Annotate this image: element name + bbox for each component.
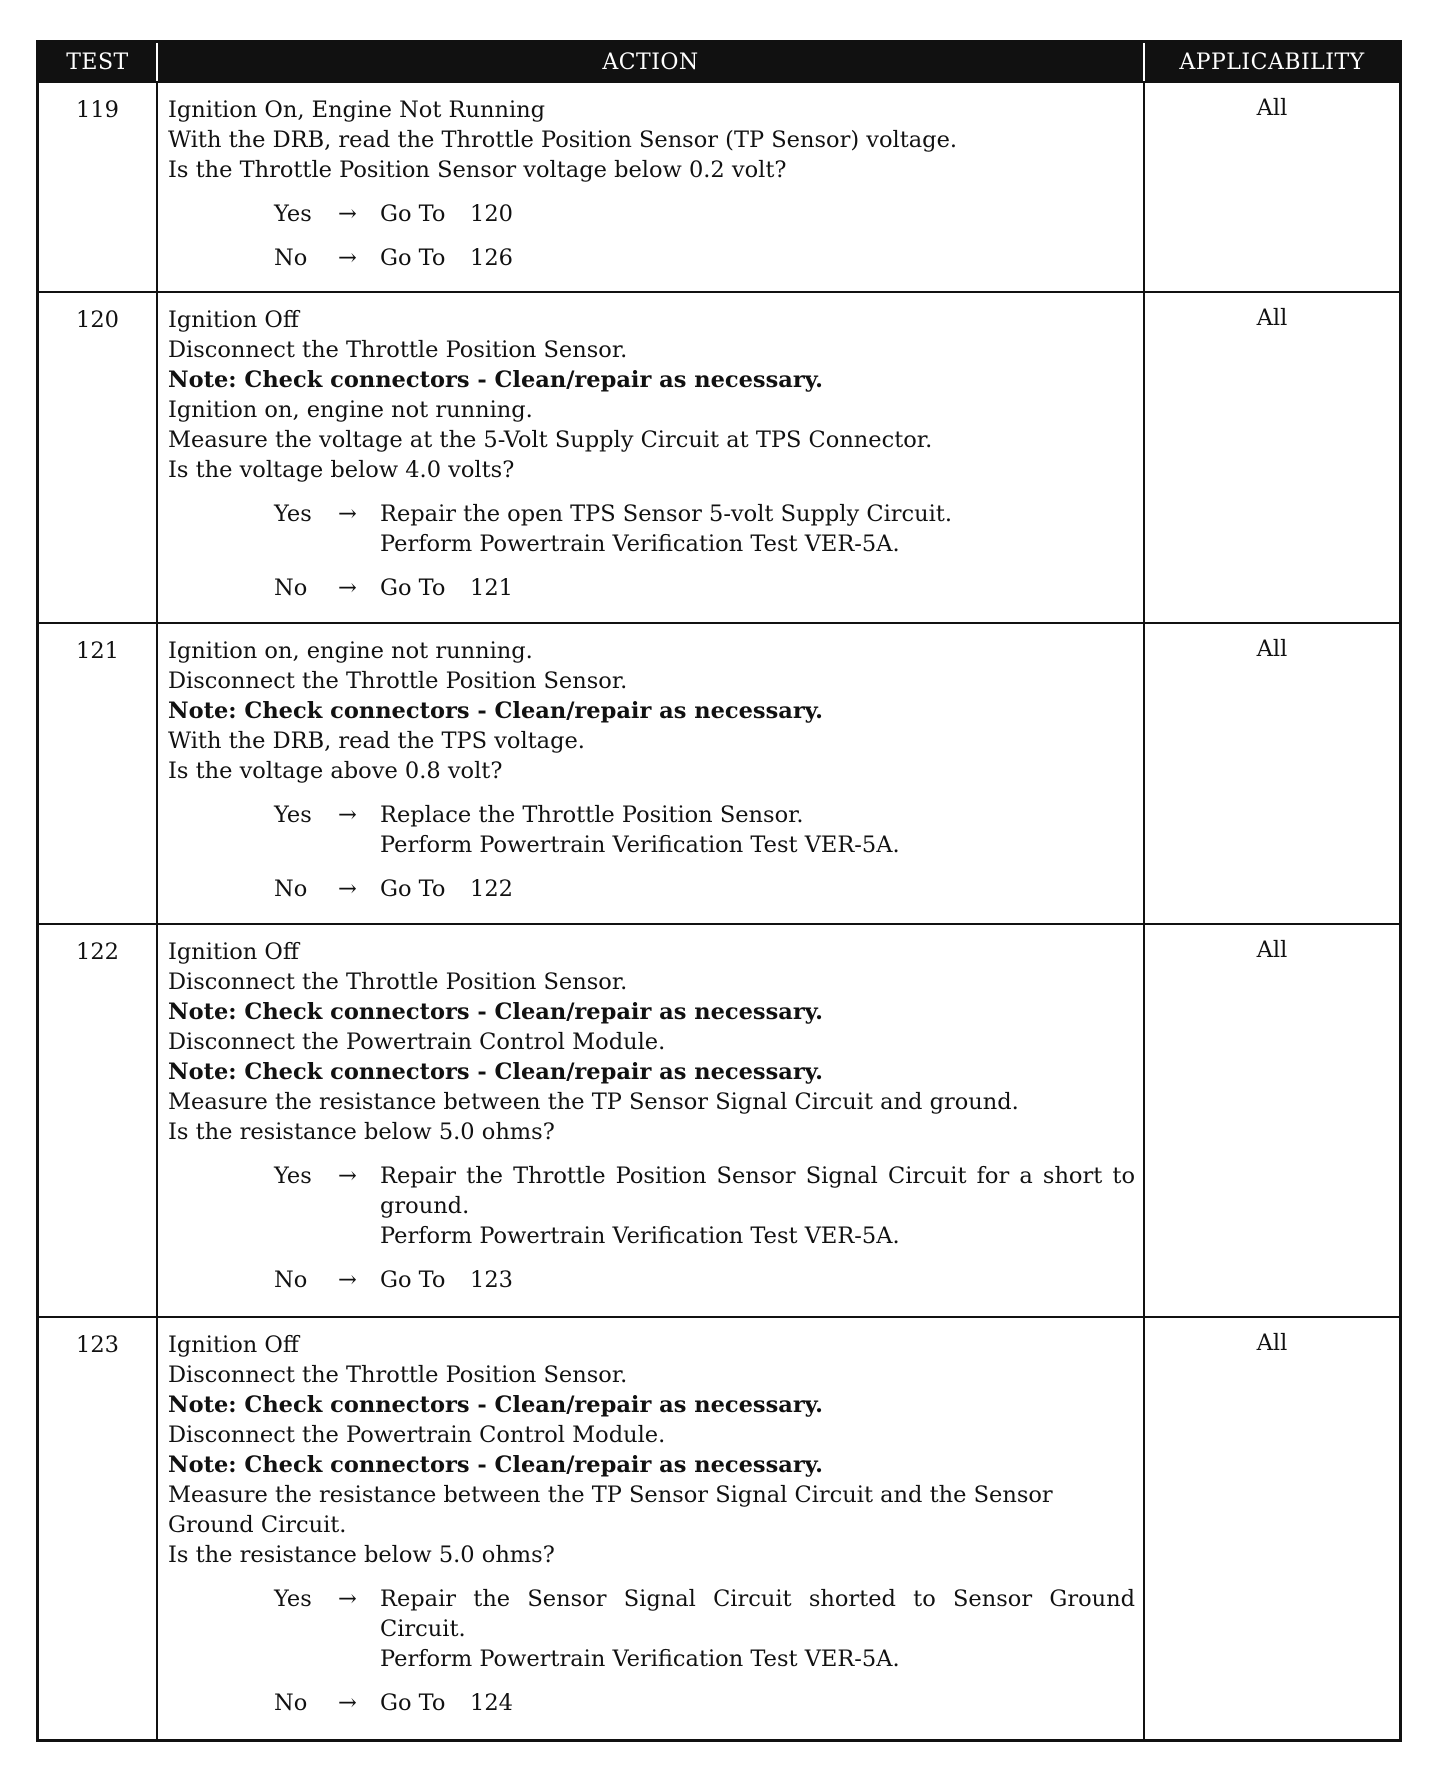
goto-test-number[interactable]: 122 bbox=[470, 876, 513, 903]
applicability-value: All bbox=[1144, 623, 1399, 924]
answer-result bbox=[380, 499, 1135, 559]
action-cell bbox=[157, 924, 1144, 1317]
answer-list bbox=[168, 1161, 1135, 1295]
goto-test-number[interactable]: 126 bbox=[470, 245, 513, 271]
test-row-123 bbox=[39, 1317, 1399, 1739]
diagnostic-procedure-sheet bbox=[36, 40, 1402, 1742]
answer-list bbox=[168, 199, 1135, 273]
right-arrow-icon: → bbox=[338, 802, 357, 829]
answer-result bbox=[380, 1688, 1135, 1718]
note-line: Note: Check connectors - Clean/repair as necessary. bbox=[168, 1059, 823, 1086]
answer-list bbox=[168, 800, 1135, 904]
step-line: Disconnect the Throttle Position Sensor. bbox=[168, 668, 628, 695]
test-number: 123 bbox=[39, 1317, 157, 1739]
test-number: 119 bbox=[39, 82, 157, 292]
answer-result bbox=[380, 1584, 1135, 1674]
action-cell bbox=[157, 292, 1144, 624]
right-arrow-icon: → bbox=[338, 1585, 357, 1612]
goto-label: Go To bbox=[380, 1267, 446, 1294]
step-line: Measure the resistance between the TP Sensor Signal Circuit and the Sensor Ground Circuit. bbox=[168, 1481, 1053, 1538]
header-applicability: APPLICABILITY bbox=[1144, 43, 1399, 82]
step-line: Ignition Off bbox=[168, 306, 299, 333]
answer-yes bbox=[168, 499, 1135, 559]
answer-yes bbox=[168, 800, 1135, 860]
note-line: Note: Check connectors - Clean/repair as necessary. bbox=[168, 1451, 823, 1478]
test-row-119 bbox=[39, 82, 1399, 292]
header-test: TEST bbox=[39, 43, 157, 82]
answer-label: No bbox=[274, 1689, 308, 1716]
test-number: 120 bbox=[39, 292, 157, 624]
header-action: ACTION bbox=[157, 43, 1144, 82]
applicability-value: All bbox=[1144, 924, 1399, 1317]
answer-label: No bbox=[274, 245, 308, 271]
test-number: 121 bbox=[39, 623, 157, 924]
answer-list bbox=[168, 1584, 1135, 1718]
table-body bbox=[39, 82, 1399, 1739]
action-cell bbox=[157, 82, 1144, 292]
right-arrow-icon: → bbox=[338, 201, 357, 227]
result-line: Repair the Throttle Position Sensor Signal Circuit for a short to ground. bbox=[380, 1163, 1135, 1220]
answer-result bbox=[380, 573, 1135, 603]
note-line: Note: Check connectors - Clean/repair as necessary. bbox=[168, 366, 823, 393]
goto-label: Go To bbox=[380, 876, 446, 903]
step-line: Is the voltage below 4.0 volts? bbox=[168, 456, 515, 483]
step-line: Is the Throttle Position Sensor voltage below 0.2 volt? bbox=[168, 157, 787, 183]
applicability-value: All bbox=[1144, 82, 1399, 292]
action-steps bbox=[168, 305, 1135, 485]
result-line: Perform Powertrain Verification Test VER-5A. bbox=[380, 832, 900, 859]
test-row-121 bbox=[39, 623, 1399, 924]
answer-label: Yes bbox=[274, 1163, 312, 1190]
step-line: Disconnect the Powertrain Control Module. bbox=[168, 1029, 666, 1056]
answer-result bbox=[380, 199, 1135, 229]
right-arrow-icon: → bbox=[338, 500, 357, 527]
step-line: Measure the resistance between the TP Sensor Signal Circuit and ground. bbox=[168, 1089, 1019, 1116]
answer-result bbox=[380, 1161, 1135, 1251]
answer-label: Yes bbox=[274, 201, 312, 227]
answer-label: Yes bbox=[274, 1585, 312, 1612]
right-arrow-icon: → bbox=[338, 245, 357, 271]
answer-label: Yes bbox=[274, 500, 312, 527]
step-line: Disconnect the Powertrain Control Module. bbox=[168, 1421, 666, 1448]
answer-label: Yes bbox=[274, 802, 312, 829]
answer-no bbox=[168, 243, 1135, 273]
step-line: Disconnect the Throttle Position Sensor. bbox=[168, 969, 628, 996]
step-line: With the DRB, read the TPS voltage. bbox=[168, 728, 585, 755]
test-row-120 bbox=[39, 292, 1399, 624]
answer-label: No bbox=[274, 574, 308, 601]
result-line: Repair the open TPS Sensor 5-volt Supply Circuit. bbox=[380, 500, 953, 527]
answer-label: No bbox=[274, 1267, 308, 1294]
step-line: Is the resistance below 5.0 ohms? bbox=[168, 1119, 555, 1146]
step-line: Ignition on, engine not running. bbox=[168, 396, 533, 423]
test-row-122 bbox=[39, 924, 1399, 1317]
answer-yes bbox=[168, 1584, 1135, 1674]
answer-result bbox=[380, 800, 1135, 860]
note-line: Note: Check connectors - Clean/repair as necessary. bbox=[168, 1391, 823, 1418]
right-arrow-icon: → bbox=[338, 876, 357, 903]
goto-test-number[interactable]: 120 bbox=[470, 201, 513, 227]
answer-result bbox=[380, 243, 1135, 273]
note-line: Note: Check connectors - Clean/repair as necessary. bbox=[168, 999, 823, 1026]
answer-list bbox=[168, 499, 1135, 603]
action-steps bbox=[168, 1330, 1135, 1570]
step-line: Ignition Off bbox=[168, 1331, 299, 1358]
step-line: Ignition On, Engine Not Running bbox=[168, 97, 546, 123]
answer-no bbox=[168, 573, 1135, 603]
table-header-row bbox=[39, 43, 1399, 82]
goto-test-number[interactable]: 123 bbox=[470, 1267, 513, 1294]
action-cell bbox=[157, 1317, 1144, 1739]
result-line: Replace the Throttle Position Sensor. bbox=[380, 802, 804, 829]
result-line: Perform Powertrain Verification Test VER-5A. bbox=[380, 1223, 900, 1250]
step-line: Ignition Off bbox=[168, 939, 299, 966]
step-line: Is the voltage above 0.8 volt? bbox=[168, 758, 503, 785]
step-line: Is the resistance below 5.0 ohms? bbox=[168, 1541, 555, 1568]
action-steps bbox=[168, 95, 1135, 185]
right-arrow-icon: → bbox=[338, 1689, 357, 1716]
right-arrow-icon: → bbox=[338, 1267, 357, 1294]
answer-no bbox=[168, 1265, 1135, 1295]
answer-result bbox=[380, 874, 1135, 904]
result-line: Repair the Sensor Signal Circuit shorted to Sensor Ground Circuit. bbox=[380, 1585, 1135, 1642]
goto-test-number[interactable]: 124 bbox=[470, 1689, 513, 1716]
step-line: Measure the voltage at the 5-Volt Supply Circuit at TPS Connector. bbox=[168, 426, 933, 453]
action-steps bbox=[168, 636, 1135, 786]
goto-label: Go To bbox=[380, 1689, 446, 1716]
right-arrow-icon: → bbox=[338, 574, 357, 601]
answer-yes bbox=[168, 1161, 1135, 1251]
goto-label: Go To bbox=[380, 245, 446, 271]
answer-yes bbox=[168, 199, 1135, 229]
answer-result bbox=[380, 1265, 1135, 1295]
result-line: Perform Powertrain Verification Test VER-5A. bbox=[380, 1645, 900, 1672]
result-line: Perform Powertrain Verification Test VER-5A. bbox=[380, 530, 900, 557]
answer-no bbox=[168, 1688, 1135, 1718]
diagnostic-table bbox=[39, 43, 1399, 1739]
note-line: Note: Check connectors - Clean/repair as necessary. bbox=[168, 698, 823, 725]
answer-no bbox=[168, 874, 1135, 904]
goto-test-number[interactable]: 121 bbox=[470, 574, 513, 601]
action-cell bbox=[157, 623, 1144, 924]
step-line: Disconnect the Throttle Position Sensor. bbox=[168, 1361, 628, 1388]
goto-label: Go To bbox=[380, 201, 446, 227]
goto-label: Go To bbox=[380, 574, 446, 601]
action-steps bbox=[168, 937, 1135, 1147]
right-arrow-icon: → bbox=[338, 1163, 357, 1190]
step-line: Disconnect the Throttle Position Sensor. bbox=[168, 336, 628, 363]
applicability-value: All bbox=[1144, 292, 1399, 624]
applicability-value: All bbox=[1144, 1317, 1399, 1739]
answer-label: No bbox=[274, 876, 308, 903]
step-line: With the DRB, read the Throttle Position Sensor (TP Sensor) voltage. bbox=[168, 127, 958, 153]
step-line: Ignition on, engine not running. bbox=[168, 638, 533, 665]
test-number: 122 bbox=[39, 924, 157, 1317]
